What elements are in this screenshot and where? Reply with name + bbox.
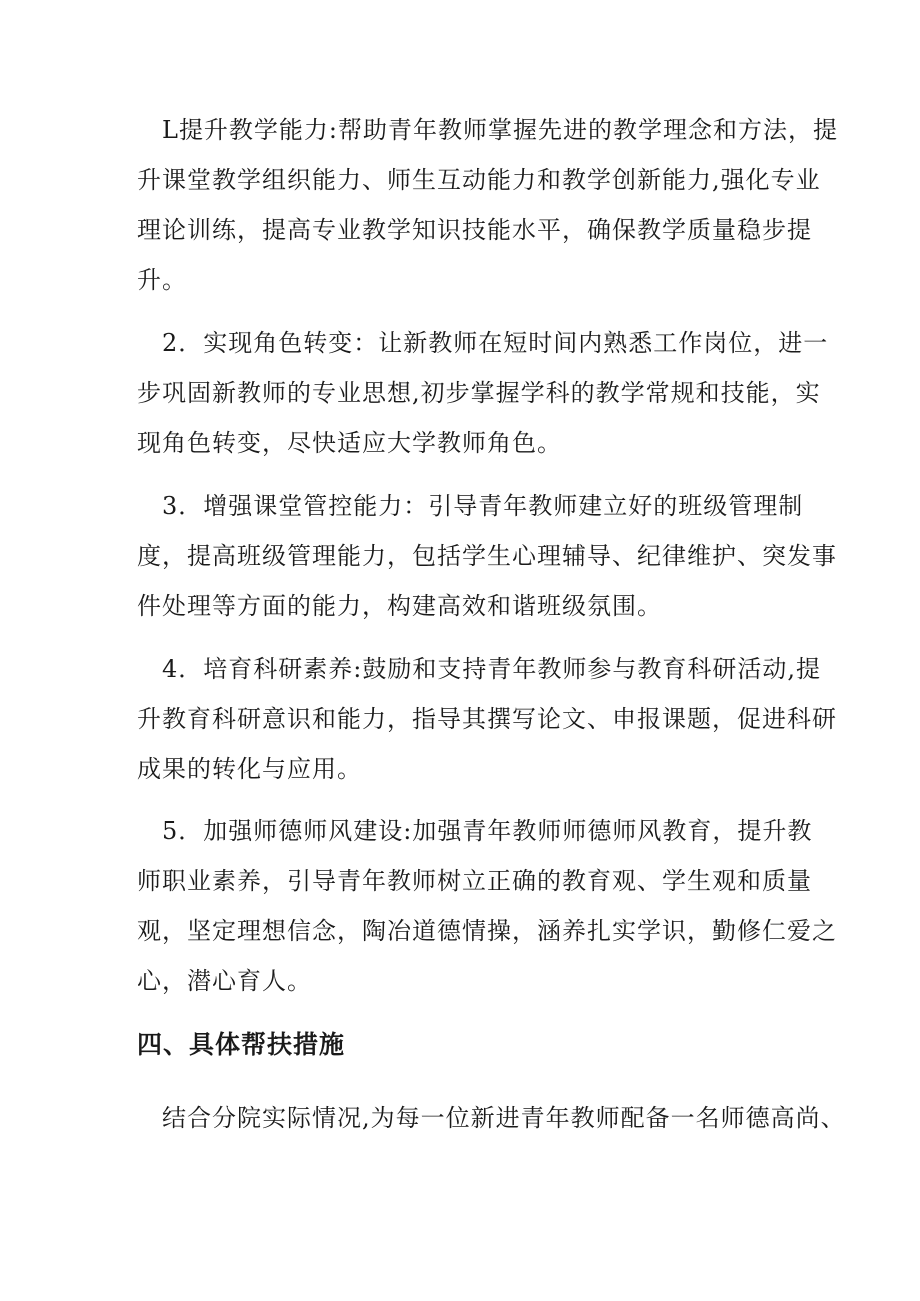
paragraph-goal-1 xyxy=(137,105,839,305)
paragraph-line: 5．加强师德师风建设:加强青年教师师德师风教育，提升教 xyxy=(162,817,813,845)
paragraph-goal-5 xyxy=(137,806,837,1006)
paragraph-line: 成果的转化与应用。 xyxy=(137,755,362,783)
paragraph-line: 师职业素养，引导青年教师树立正确的教育观、学生观和质量 xyxy=(137,867,812,895)
paragraph-line: 理论训练，提高专业教学知识技能水平，确保教学质量稳步提 xyxy=(137,216,812,244)
paragraph-goal-3 xyxy=(137,481,837,631)
paragraph-line: 3．增强课堂管控能力：引导青年教师建立好的班级管理制 xyxy=(162,492,804,520)
paragraph-line: 升。 xyxy=(137,266,187,294)
paragraph-line: 2．实现角色转变：让新教师在短时间内熟悉工作岗位，进一 xyxy=(162,329,829,357)
paragraph-goal-4 xyxy=(137,644,837,794)
paragraph-line: 观，坚定理想信念，陶冶道德情操，涵养扎实学识，勤修仁爱之 xyxy=(137,917,837,945)
paragraph-line: 步巩固新教师的专业思想,初步掌握学科的教学常规和技能，实 xyxy=(137,379,821,407)
paragraph-line: 结合分院实际情况,为每一位新进青年教师配备一名师德高尚、 xyxy=(162,1104,846,1132)
paragraph-line: 升教育科研意识和能力，指导其撰写论文、申报课题，促进科研 xyxy=(137,705,837,733)
paragraph-line: 件处理等方面的能力，构建高效和谐班级氛围。 xyxy=(137,592,662,620)
section-heading: 四、具体帮扶措施 xyxy=(137,1030,346,1059)
paragraph-line: 心，潜心育人。 xyxy=(137,967,312,995)
paragraph-line: L提升教学能力:帮助青年教师掌握先进的教学理念和方法，提 xyxy=(162,116,839,144)
paragraph-line: 现角色转变，尽快适应大学教师角色。 xyxy=(137,429,562,457)
paragraph-line: 升课堂教学组织能力、师生互动能力和教学创新能力,强化专业 xyxy=(137,166,821,194)
paragraph-goal-2 xyxy=(137,318,829,468)
paragraph-line: 4．培育科研素养:鼓励和支持青年教师参与教育科研活动,提 xyxy=(162,655,821,683)
paragraph-line: 度，提高班级管理能力，包括学生心理辅导、纪律维护、突发事 xyxy=(137,542,837,570)
closing-paragraph xyxy=(162,1093,846,1143)
